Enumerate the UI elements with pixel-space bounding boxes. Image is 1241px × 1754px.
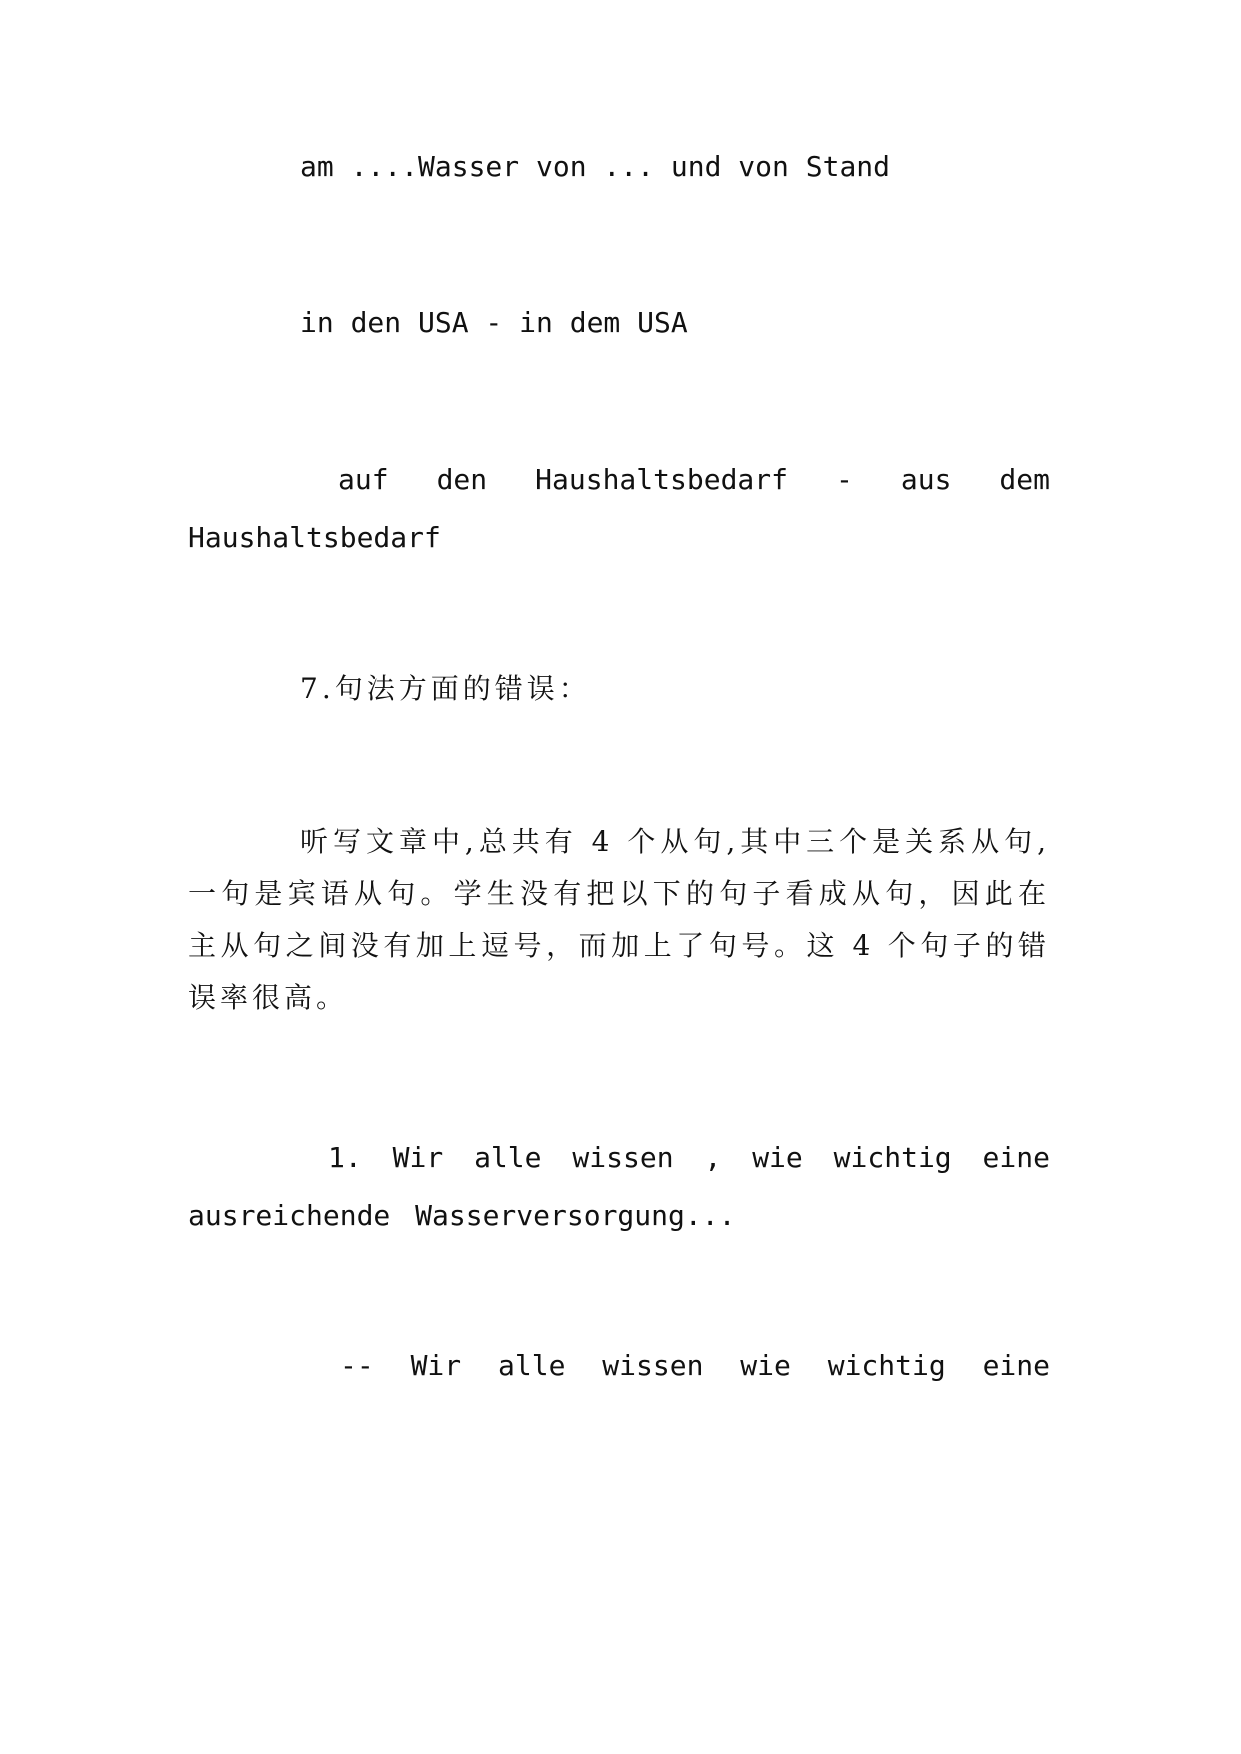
body-paragraph-clauses: 听写文章中,总共有 4 个从句,其中三个是关系从句,一句是宾语从句。学生没有把以下的句子看成从句，因此在主从句之间没有加上逗号，而加上了句号。这 4 个句子的错误率很高。 (188, 825, 1050, 1014)
section-heading-syntax-errors: 7.句法方面的错误： (300, 672, 591, 705)
example-line-wasser: am ....Wasser von ... und von Stand (300, 150, 891, 183)
example-sentence-1: 1. Wir alle wissen , wie wichtig eine ausreichende Wasserversorgung... (188, 1141, 1050, 1232)
example-line-usa: in den USA - in dem USA (300, 306, 688, 339)
example-sentence-1-correction: -- Wir alle wissen wie wichtig eine (340, 1349, 1050, 1382)
example-line-haushaltsbedarf: auf den Haushaltsbedarf - aus dem Haushaltsbedarf (188, 463, 1050, 554)
